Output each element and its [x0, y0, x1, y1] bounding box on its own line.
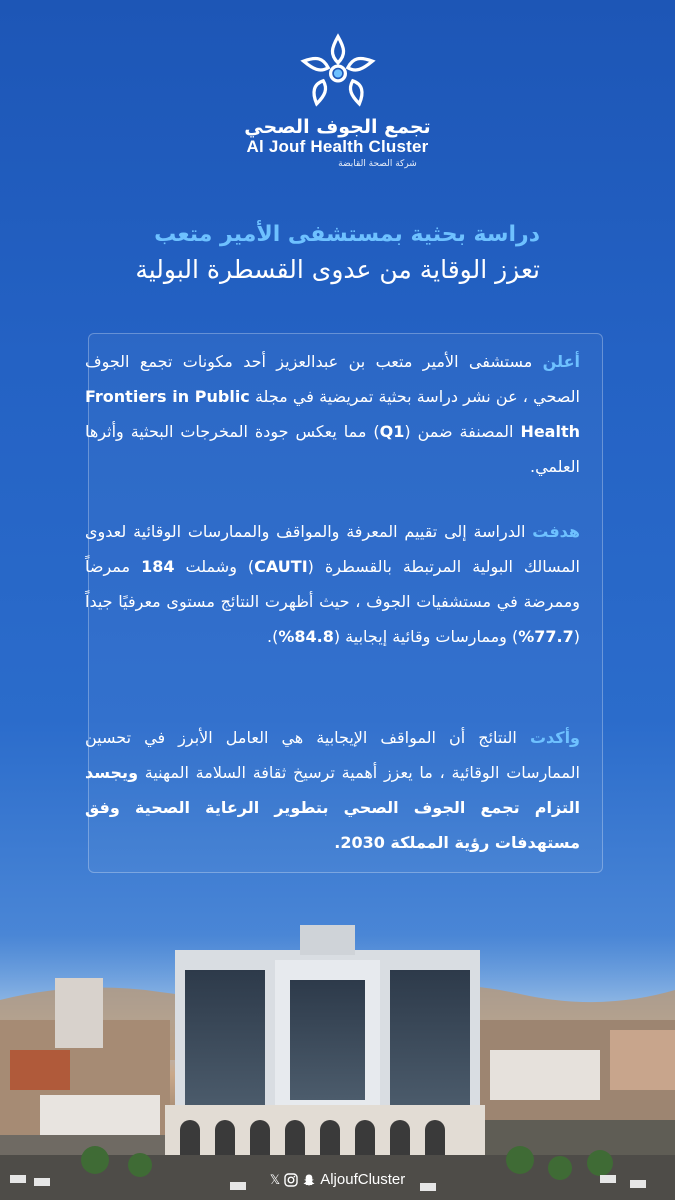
- social-handle[interactable]: AljoufCluster: [320, 1171, 406, 1188]
- paragraph-objective: [85, 514, 580, 654]
- paragraph-text: ).: [267, 627, 279, 646]
- brand-english-name: Al Jouf Health Cluster: [246, 137, 429, 156]
- brand-arabic-name: تجمع الجوف الصحي: [244, 116, 431, 138]
- paragraph-lead-word: أعلن: [542, 352, 580, 371]
- headline: [135, 222, 540, 284]
- quartile-badge: Q1: [379, 422, 405, 441]
- paragraph-text: النتائج أن المواقف الإيجابية هي العامل الأبرز في تحسين الممارسات الوقائية ، ما يعزز أهمية ترسيخ ثقافة السلامة المهنية: [85, 728, 580, 782]
- paragraph-text: مستشفى الأمير متعب بن عبدالعزيز أحد مكونات تجمع الجوف الصحي ، عن نشر دراسة بحثية تمريضية في مجلة: [85, 352, 580, 406]
- headline-line1: دراسة بحثية بمستشفى الأمير متعب: [154, 222, 540, 247]
- paragraph-lead-word: هدفت: [532, 522, 580, 541]
- social-footer: [0, 1171, 675, 1188]
- journal-name: Frontiers in Public Health: [85, 387, 580, 441]
- knowledge-percent: 77.7%: [518, 627, 574, 646]
- practice-percent: 84.8%: [278, 627, 334, 646]
- x-icon[interactable]: 𝕏: [269, 1171, 281, 1187]
- hospital-building-image: [0, 920, 675, 1200]
- cauti-acronym: CAUTI: [254, 557, 308, 576]
- paragraph-text: ) مما يعكس جودة المخرجات البحثية وأثرها العلمي.: [85, 422, 580, 476]
- paragraph-text: الدراسة إلى تقييم المعرفة والمواقف والممارسات الوقائية لعدوى المسالك البولية المرتبطة بالقسطرة (: [85, 522, 580, 576]
- snapchat-icon[interactable]: [302, 1173, 316, 1187]
- participant-count: 184: [141, 557, 175, 576]
- paragraph-lead-word: وأكدت: [529, 728, 580, 747]
- paragraph-text: ) وشملت: [174, 557, 255, 576]
- vision-statement: ويجسد التزام تجمع الجوف الصحي بتطوير الرعاية الصحية وفق مستهدفات رؤية المملكة 2030.: [85, 763, 580, 852]
- paragraph-announcement: [85, 344, 580, 484]
- star-logo-icon: [297, 30, 379, 112]
- paragraph-text: ممرضاً وممرضة في مستشفيات الجوف ، حيث أظهرت النتائج مستوى معرفيًا جيداً (: [85, 557, 580, 646]
- brand-logo: [0, 30, 675, 169]
- paragraph-text: ) وممارسات وقائية إيجابية (: [333, 627, 519, 646]
- paragraph-conclusion: [85, 720, 580, 860]
- instagram-icon[interactable]: [284, 1173, 298, 1187]
- headline-line2: تعزز الوقاية من عدوى القسطرة البولية: [135, 255, 540, 284]
- paragraph-text: المصنفة ضمن (: [404, 422, 521, 441]
- brand-subtitle: شركة الصحة القابضة: [338, 159, 417, 169]
